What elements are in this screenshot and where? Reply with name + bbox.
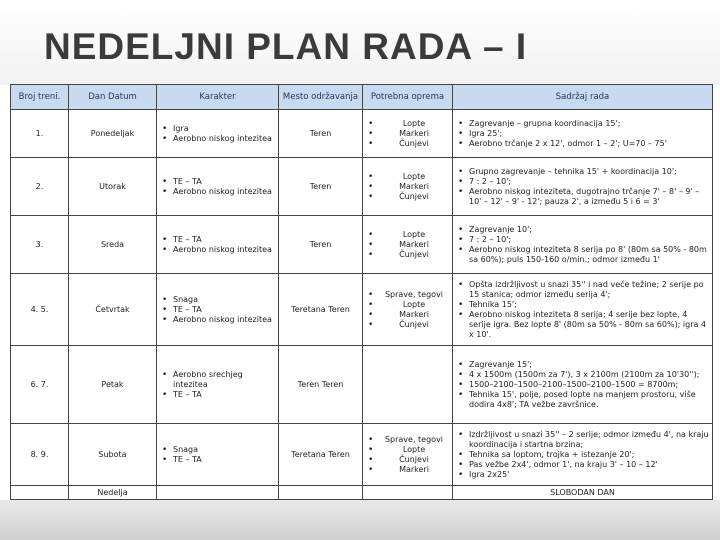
list-item: • Aerobno niskog intezitea — [160, 134, 275, 144]
cell-karakter — [157, 274, 279, 346]
cell-oprema — [363, 486, 453, 500]
header-oprema: Potrebna oprema — [363, 85, 453, 110]
header-dan: Dan Datum — [69, 85, 157, 110]
list-item: • Pas vežbe 2x4', odmor 1', na kraju 3' – 10 – 12' — [456, 460, 709, 470]
list-item: • Čunjevi — [366, 455, 449, 465]
list-item: • Zagrevanje 10'; — [456, 225, 709, 235]
list-item: • Aerobno trčanje 2 x 12', odmor 1 – 2'; U=70 – 75' — [456, 139, 709, 149]
list-item: • TE – TA — [160, 305, 275, 315]
cell-broj: 2. — [11, 158, 69, 216]
list-item: • Izdržljivost u snazi 35'' – 2 serije; odmor između 4', na kraju koordinacija i startna brzina; — [456, 430, 709, 450]
list-item: • 7 : 2 – 10'; — [456, 235, 709, 245]
cell-oprema — [363, 216, 453, 274]
cell-broj: 1. — [11, 110, 69, 158]
free-day-label: SLOBODAN DAN — [453, 486, 713, 500]
page-title: NEDELJNI PLAN RADA – I — [44, 26, 528, 67]
list-item: • Aerobno niskog intezitea — [160, 245, 275, 255]
list-item: • Zagrevanje – grupna koordinacija 15'; — [456, 119, 709, 129]
list-item: • Tehnika 15', polje, posed lopte na manjem prostoru, više dodira 4x8'; TA vežbe završnice. — [456, 390, 709, 410]
list-item: • TE – TA — [160, 455, 275, 465]
cell-karakter — [157, 158, 279, 216]
cell-karakter — [157, 346, 279, 424]
list-item: • Lopte — [366, 445, 449, 455]
list-item: • TE – TA — [160, 235, 275, 245]
list-item: • Markeri — [366, 240, 449, 250]
cell-dan: Petak — [69, 346, 157, 424]
weekly-plan-table — [10, 84, 713, 500]
header-sadrzaj: Sadržaj rada — [453, 85, 713, 110]
cell-mesto: Teren Teren — [279, 346, 363, 424]
list-item: • Čunjevi — [366, 192, 449, 202]
list-item: • Markeri — [366, 465, 449, 475]
cell-karakter — [157, 110, 279, 158]
cell-mesto: Teren — [279, 110, 363, 158]
list-item: • Snaga — [160, 445, 275, 455]
list-item: • Aerobno niskog inteziteta 8 serija; 4 serije bez lopte, 4 serije igra. Bez lopte 8' (80m sa 50% - 80m sa 60%); igra 4 x 10'. — [456, 310, 709, 340]
list-item: • Aerobno niskog intezitea — [160, 315, 275, 325]
cell-mesto: Teren — [279, 158, 363, 216]
table-row — [11, 486, 713, 500]
table-row — [11, 216, 713, 274]
cell-mesto — [279, 486, 363, 500]
list-item: • 7 : 2 – 10'; — [456, 177, 709, 187]
list-item: • Lopte — [366, 119, 449, 129]
table-header-row — [11, 85, 713, 110]
list-item: • Aerobno niskog intezitea — [160, 187, 275, 197]
cell-broj: 6. 7. — [11, 346, 69, 424]
table-row — [11, 274, 713, 346]
cell-sadrzaj — [453, 110, 713, 158]
footer-band — [0, 500, 720, 540]
cell-oprema — [363, 346, 453, 424]
cell-mesto: Teretana Teren — [279, 424, 363, 486]
list-item: • Čunjevi — [366, 320, 449, 330]
list-item: • Lopte — [366, 172, 449, 182]
list-item: • Snaga — [160, 295, 275, 305]
cell-karakter — [157, 216, 279, 274]
list-item: • Aerobno niskog inteziteta, dugotrajno trčanje 7' – 8' – 9' – 10' – 12' – 9' - 12'; pauza 2', a između 5 i 6 = 3' — [456, 187, 709, 207]
list-item: • Igra 25'; — [456, 129, 709, 139]
cell-broj: 4. 5. — [11, 274, 69, 346]
cell-broj: 3. — [11, 216, 69, 274]
list-item: • Opšta izdržljivost u snazi 35'' i nad veće težine; 2 serije po 15 stanica; odmor između serija 4'; — [456, 280, 709, 300]
list-item: • 1500–2100–1500–2100–1500–2100–1500 = 8700m; — [456, 380, 709, 390]
list-item: • TE – TA — [160, 177, 275, 187]
table-row — [11, 346, 713, 424]
cell-mesto: Teren — [279, 216, 363, 274]
list-item: • Markeri — [366, 129, 449, 139]
header-karakter: Karakter — [157, 85, 279, 110]
cell-broj — [11, 486, 69, 500]
table-row — [11, 424, 713, 486]
list-item: • Grupno zagrevanje – tehnika 15' + koordinacija 10'; — [456, 167, 709, 177]
list-item: • Lopte — [366, 230, 449, 240]
cell-karakter — [157, 486, 279, 500]
list-item: • Tehnika sa loptom, trojka + istezanje 20'; — [456, 450, 709, 460]
header-mesto: Mesto održavanja — [279, 85, 363, 110]
cell-dan: Nedelja — [69, 486, 157, 500]
cell-oprema — [363, 274, 453, 346]
list-item: • Markeri — [366, 182, 449, 192]
list-item: • Zagrevanje 15'; — [456, 360, 709, 370]
cell-sadrzaj — [453, 274, 713, 346]
cell-dan: Ponedeljak — [69, 110, 157, 158]
list-item: • Sprave, tegovi — [366, 290, 449, 300]
cell-dan: Četvrtak — [69, 274, 157, 346]
table-row — [11, 158, 713, 216]
cell-dan: Utorak — [69, 158, 157, 216]
cell-dan: Sreda — [69, 216, 157, 274]
list-item: • Sprave, tegovi — [366, 435, 449, 445]
list-item: • Markeri — [366, 310, 449, 320]
list-item: • Aerobno srechjeg intezitea — [160, 370, 275, 390]
cell-mesto: Teretana Teren — [279, 274, 363, 346]
cell-oprema — [363, 110, 453, 158]
list-item: • Tehnika 15'; — [456, 300, 709, 310]
cell-sadrzaj — [453, 158, 713, 216]
list-item: • Igra — [160, 124, 275, 134]
header-broj: Broj treni. — [11, 85, 69, 110]
list-item: • 4 x 1500m (1500m za 7'), 3 x 2100m (2100m za 10'30''); — [456, 370, 709, 380]
cell-broj: 8. 9. — [11, 424, 69, 486]
cell-dan: Subota — [69, 424, 157, 486]
list-item: • Čunjevi — [366, 250, 449, 260]
table-row — [11, 110, 713, 158]
cell-sadrzaj — [453, 216, 713, 274]
cell-oprema — [363, 158, 453, 216]
list-item: • Lopte — [366, 300, 449, 310]
cell-sadrzaj — [453, 346, 713, 424]
list-item: • Aerobno niskog inteziteta 8 serija po 8' (80m sa 50% - 80m sa 60%); puls 150-160 o/min.; odmor između 1' — [456, 245, 709, 265]
cell-karakter — [157, 424, 279, 486]
list-item: • Igra 2x25' — [456, 470, 709, 480]
cell-sadrzaj — [453, 424, 713, 486]
cell-oprema — [363, 424, 453, 486]
list-item: • Čunjevi — [366, 139, 449, 149]
list-item: • TE – TA — [160, 390, 275, 400]
